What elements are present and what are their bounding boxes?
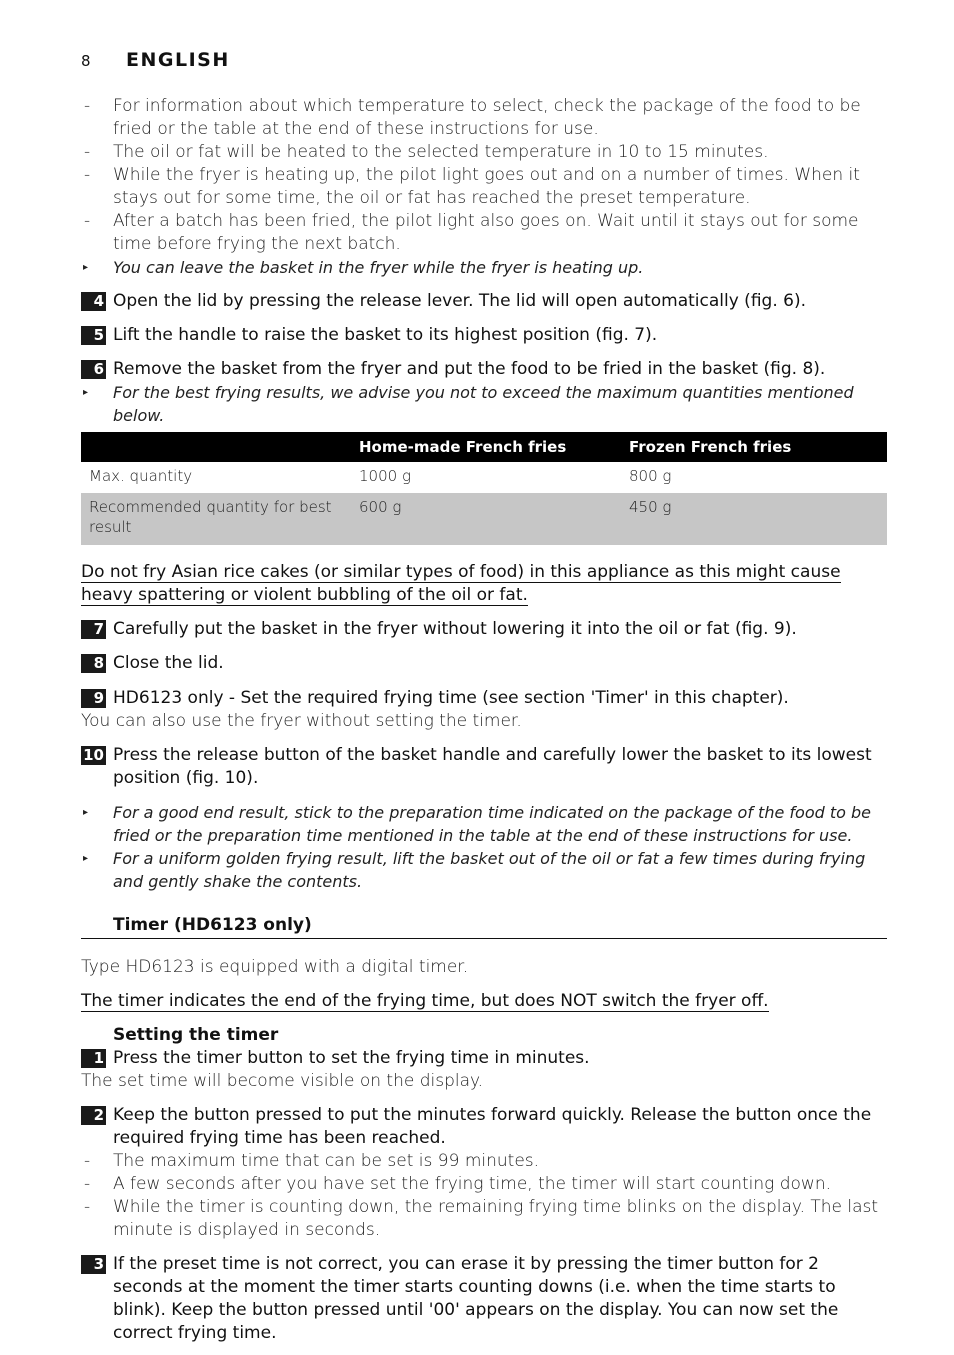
step-number-badge: 3 xyxy=(81,1255,106,1274)
dash-item: - For information about which temperature to select, check the package of the food to be fried or the table at the end of these instructions for use. xyxy=(84,96,861,139)
table-row xyxy=(81,462,887,493)
step-text: Lift the handle to raise the basket to its highest position (fig. 7). xyxy=(113,325,658,345)
step-7 xyxy=(81,618,887,641)
triangle-bullet-icon: ▸ xyxy=(83,807,89,818)
triangle-bullet-icon: ▸ xyxy=(83,262,89,273)
step-number-badge: 9 xyxy=(81,689,106,708)
table-row xyxy=(81,493,887,545)
quantity-table xyxy=(81,432,887,545)
step-number-badge: 7 xyxy=(81,620,106,639)
timer-step-2 xyxy=(81,1104,887,1150)
step-8 xyxy=(81,652,887,675)
tip-item: ▸ For a good end result, stick to the preparation time indicated on the package of the food to be fried or the preparation time mentioned in the table at the end of these instructions for use. xyxy=(83,803,871,845)
table-header-cell xyxy=(81,432,351,462)
dash-item: - After a batch has been fried, the pilot light also goes on. Wait until it stays out for some time before frying the next batch. xyxy=(84,211,859,254)
dash-item: - While the timer is counting down, the remaining frying time blinks on the display. The last minute is displayed in seconds. xyxy=(84,1197,879,1240)
dash-item: - While the fryer is heating up, the pilot light goes out and on a number of times. When it stays out for some time, the oil or fat has reached the preset temperature. xyxy=(84,165,860,208)
timer-intro: Type HD6123 is equipped with a digital timer. xyxy=(81,957,469,977)
tip-item: ▸ For the best frying results, we advise you not to exceed the maximum quantities mentioned below. xyxy=(83,383,854,425)
step-10 xyxy=(81,744,887,790)
step-number-badge: 8 xyxy=(81,654,106,673)
dash-item: - The oil or fat will be heated to the selected temperature in 10 to 15 minutes. xyxy=(84,142,769,162)
step-text: Press the timer button to set the frying time in minutes. xyxy=(113,1048,590,1068)
step-text: Carefully put the basket in the fryer without lowering it into the oil or fat (fig. 9). xyxy=(113,619,797,639)
table-header-cell: Frozen French fries xyxy=(621,432,887,462)
step-number-badge: 5 xyxy=(81,326,106,345)
section-heading-timer: Timer (HD6123 only) xyxy=(81,915,887,939)
warning-timer: The timer indicates the end of the frying time, but does NOT switch the fryer off. xyxy=(81,991,769,1011)
step-number-badge: 2 xyxy=(81,1106,106,1125)
step-text: Keep the button pressed to put the minutes forward quickly. Release the button once the required frying time has been reached. xyxy=(113,1105,872,1148)
step-text: Open the lid by pressing the release lever. The lid will open automatically (fig. 6). xyxy=(113,291,806,311)
step-6 xyxy=(81,358,887,381)
dash-item: - A few seconds after you have set the frying time, the timer will start counting down. xyxy=(84,1174,832,1194)
timer-note-display: The set time will become visible on the display. xyxy=(81,1071,484,1091)
table-cell: 600 g xyxy=(351,493,621,545)
step-5 xyxy=(81,324,887,347)
step-9 xyxy=(81,687,887,710)
page-body xyxy=(81,95,887,1345)
step-text: Remove the basket from the fryer and put the food to be fried in the basket (fig. 8). xyxy=(113,359,826,379)
table-cell: 800 g xyxy=(621,462,887,493)
tip-item: ▸ For a uniform golden frying result, lift the basket out of the oil or fat a few times during frying and gently shake the contents. xyxy=(83,849,866,891)
step-number-badge: 6 xyxy=(81,360,106,379)
page-header xyxy=(81,49,230,73)
table-header-row xyxy=(81,432,887,462)
warning-rice-cakes: Do not fry Asian rice cakes (or similar types of food) in this appliance as this might cause heavy spattering or violent bubbling of the oil or fat. xyxy=(81,562,841,605)
timer-step-3 xyxy=(81,1253,887,1345)
timer-step-1 xyxy=(81,1047,887,1070)
triangle-bullet-icon: ▸ xyxy=(83,387,89,398)
table-cell: 450 g xyxy=(621,493,887,545)
table-cell: Recommended quantity for best result xyxy=(81,493,351,545)
subsection-heading-setting-timer: Setting the timer xyxy=(113,1025,279,1045)
step-text: Close the lid. xyxy=(113,653,224,673)
step-text: HD6123 only - Set the required frying time (see section 'Timer' in this chapter). xyxy=(113,688,789,708)
table-cell: 1000 g xyxy=(351,462,621,493)
step-number-badge: 10 xyxy=(81,746,106,765)
step-text: Press the release button of the basket handle and carefully lower the basket to its lowest position (fig. 10). xyxy=(113,745,872,788)
step-text: If the preset time is not correct, you can erase it by pressing the timer button for 2 seconds at the moment the timer starts counting downs (i.e. when the time starts to blink). Keep the button pressed until '00' appears on the display. You can now set the correct frying time. xyxy=(113,1254,839,1343)
table-header-cell: Home-made French fries xyxy=(351,432,621,462)
tip-item: ▸ You can leave the basket in the fryer while the fryer is heating up. xyxy=(83,258,644,277)
note-timer-optional: You can also use the fryer without setting the timer. xyxy=(81,711,522,731)
triangle-bullet-icon: ▸ xyxy=(83,853,89,864)
page-number: 8 xyxy=(81,52,91,70)
step-4 xyxy=(81,290,887,313)
table-cell: Max. quantity xyxy=(81,462,351,493)
step-number-badge: 4 xyxy=(81,292,106,311)
language-heading: ENGLISH xyxy=(126,49,230,71)
step-number-badge: 1 xyxy=(81,1049,106,1068)
dash-item: - The maximum time that can be set is 99 minutes. xyxy=(84,1151,540,1171)
